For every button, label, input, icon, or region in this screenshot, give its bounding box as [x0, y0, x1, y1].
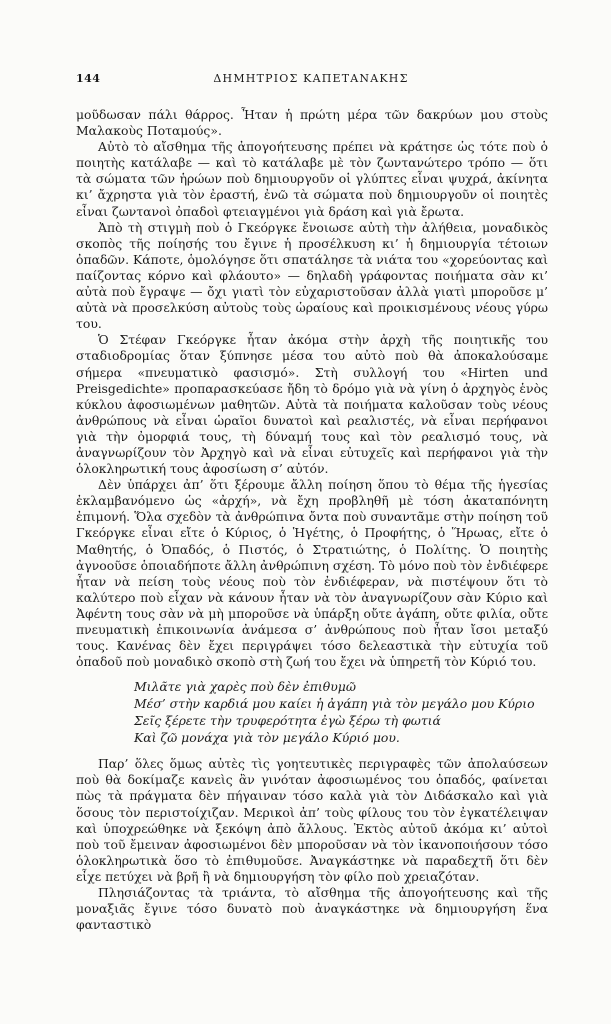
paragraph: Αὐτὸ τὸ αἴσθημα τῆς ἀπογοήτευσης πρέπει νὰ κράτησε ὡς τότε ποὺ ὁ ποιητὴς κατάλαβε — καὶ τὸ κατάλαβε μὲ τὸν ζωντανώτερο τρόπο — ὅτι τὰ σώματα τῶν ἡρώων ποὺ δημιουργοῦν οἱ γλύπτες εἶναι ψυχρά, ἀκίνητα κι’ ἄχρηστα γιὰ τὸν ἐραστή, ἐνῶ τὰ σώματα ποὺ δημιουργοῦν οἱ ποιητὲς εἶναι ζωντανοὶ ὀπαδοὶ φτειαγμένοι γιὰ δράση καὶ γιὰ ἔρωτα. — [76, 139, 548, 219]
paragraph: Ἀπὸ τὴ στιγμὴ ποὺ ὁ Γκεόργκε ἔνοιωσε αὐτὴ τὴν ἀλήθεια, μοναδικὸς σκοπὸς τῆς ποίησής του ἔγινε ἡ προσέλκυση κι’ ἡ δημιουργία τέτοιων ὀπαδῶν. Κάποτε, ὁμολόγησε ὅτι σπατάλησε τὰ νιάτα του «χορεύοντας καὶ παίζοντας κόρνο καὶ φλάουτο» — δηλαδὴ γράφοντας ποιήματα σὰν κι’ αὐτὰ ποὺ ἔγραψε — ὄχι γιατὶ τὸν εὐχαριστοῦσαν ἀλλὰ γιατὶ μποροῦσε μ’ αὐτὰ νὰ προσελκύση αὐτοὺς τοὺς ὡραίους καὶ προικισμένους νέους γύρω του. — [76, 219, 548, 332]
page-number: 144 — [76, 72, 101, 85]
paragraph: Πλησιάζοντας τὰ τριάντα, τὸ αἴσθημα τῆς ἀπογοήτευσης καὶ τῆς μοναξιᾶς ἔγινε τόσο δυνατὸ ποὺ ἀναγκάστηκε νὰ δημιουργήση ἕνα φανταστικὸ — [76, 885, 548, 933]
body-text — [76, 107, 548, 933]
running-title: ΔΗΜΗΤΡΙΟΣ ΚΑΠΕΤΑΝΑΚΗΣ — [213, 72, 409, 85]
paragraph: μοῦδωσαν πάλι θάρρος. Ἦταν ἡ πρώτη μέρα τῶν δακρύων μου στοὺς Μαλακοὺς Ποταμούς». — [76, 107, 548, 139]
poem-line: Μιλᾶτε γιὰ χαρὲς ποὺ δὲν ἐπιθυμῶ — [134, 679, 356, 695]
poem-line: Καὶ ζῶ μονάχα γιὰ τὸν μεγάλο Κύριό μου. — [134, 730, 400, 746]
poem-line: Σεῖς ξέρετε τὴν τρυφερότητα ἐγὼ ξέρω τὴ φωτιά — [134, 713, 441, 729]
paragraph: Δὲν ὑπάρχει ἀπ’ ὅτι ξέρουμε ἄλλη ποίηση ὅπου τὸ θέμα τῆς ἡγεσίας ἐκλαμβανόμενο ὡς «ἀρχή», νὰ ἔχη προβληθῆ μὲ τόση ἀκαταπόνητη ἐπιμονή. Ὅλα σχεδὸν τὰ ἀνθρώπινα ὄντα ποὺ συναντᾶμε στὴν ποίηση τοῦ Γκεόργκε εἶναι εἴτε ὁ Κύριος, ὁ Ἡγέτης, ὁ Προφήτης, ὁ Ἥρωας, εἴτε ὁ Μαθητής, ὁ Ὀπαδός, ὁ Πιστός, ὁ Στρατιώτης, ὁ Πολίτης. Ὁ ποιητὴς ἀγνοοῦσε ὁποιαδήποτε ἄλλη ἀνθρώπινη σχέση. Τὸ μόνο ποὺ τὸν ἐνδιέφερε ἦταν νὰ πείση τοὺς νέους ποὺ τὸν ἐνδιέφεραν, νὰ πιστέψουν ὅτι τὸ καλύτερο ποὺ εἶχαν νὰ κάνουν ἦταν νὰ τὸν ἀναγνωρίζουν σὰν Κύριο καὶ Ἀφέντη τους σὰν νὰ μὴ μποροῦσε νὰ ὑπάρξη οὔτε ἀγάπη, οὔτε φιλία, οὔτε πνευματικὴ ἐπικοινωνία ἀνάμεσα σ’ ἀνθρώπους ποὺ ἦταν ἴσοι μεταξύ τους. Κανένας δὲν ἔχει περιγράψει τόσο δελεαστικὰ τὴν εὐτυχία τοῦ ὀπαδοῦ ποὺ μοναδικὸ σκοπὸ στὴ ζωή του ἔχει νὰ ὑπηρετῆ τὸν Κύριό του. — [76, 477, 548, 670]
poem-quote — [134, 678, 548, 746]
paragraph: Παρ’ ὅλες ὅμως αὐτὲς τὶς γοητευτικὲς περιγραφὲς τῶν ἀπολαύσεων ποὺ θὰ δοκίμαζε κανεὶς ἂν γινόταν ἀφοσιωμένος του ὀπαδός, φαίνεται πὼς τὰ πράγματα δὲν πήγαιναν τόσο καλὰ γιὰ τὸν Διδάσκαλο καὶ γιὰ ὅσους τὸν περιστοίχιζαν. Μερικοὶ ἀπ’ τοὺς φίλους του τὸν ἐγκατέλειψαν καὶ ὑποχρεώθηκε νὰ ξεκόψη ἀπὸ ἄλλους. Ἐκτὸς αὐτοῦ ἀκόμα κι’ αὐτοὶ ποὺ τοῦ ἔμειναν ἀφοσιωμένοι δὲν μποροῦσαν νὰ τὸν ἱκανοποιήσουν τόσο ὁλοκληρωτικὰ ὅσο τὸ ἐπιθυμοῦσε. Ἀναγκάστηκε νὰ παραδεχτῆ ὅτι δὲν εἶχε πετύχει νὰ βρῆ ἢ νὰ δημιουργήση τὸν φίλο ποὺ χρειαζόταν. — [76, 756, 548, 884]
poem-line: Μέσ’ στὴν καρδιά μου καίει ἡ ἀγάπη γιὰ τὸν μεγάλο μου Κύριο — [134, 696, 535, 712]
page-header — [76, 72, 546, 88]
paragraph: Ὁ Στέφαν Γκεόργκε ἦταν ἀκόμα στὴν ἀρχὴ τῆς ποιητικῆς του σταδιοδρομίας ὅταν ξύπνησε μέσα του αὐτὸ ποὺ θὰ ἀποκαλούσαμε σήμερα «πνευματικὸ φασισμό». Στὴ συλλογή του «Hirten und Preisgedichte» προπαρασκεύασε ἤδη τὸ δρόμο γιὰ νὰ γίνη ὁ ἀρχηγὸς ἑνὸς κύκλου ἀφοσιωμένων μαθητῶν. Αὐτὰ τὰ ποιήματα καλοῦσαν τοὺς νέους ἀνθρώπους νὰ εἶναι ὡραῖοι δυνατοὶ καὶ ρεαλιστές, νὰ εἶναι περήφανοι γιὰ τὴν ὀμορφιά τους, τὴ δύναμή τους καὶ τὸν ρεαλισμό τους, νὰ ἀναγνωρίζουν τὸν Ἀρχηγὸ καὶ νὰ εἶναι εὐτυχεῖς καὶ περήφανοι γιὰ τὴν ὁλοκληρωτική τους ἀφοσίωση σ’ αὐτόν. — [76, 332, 548, 477]
